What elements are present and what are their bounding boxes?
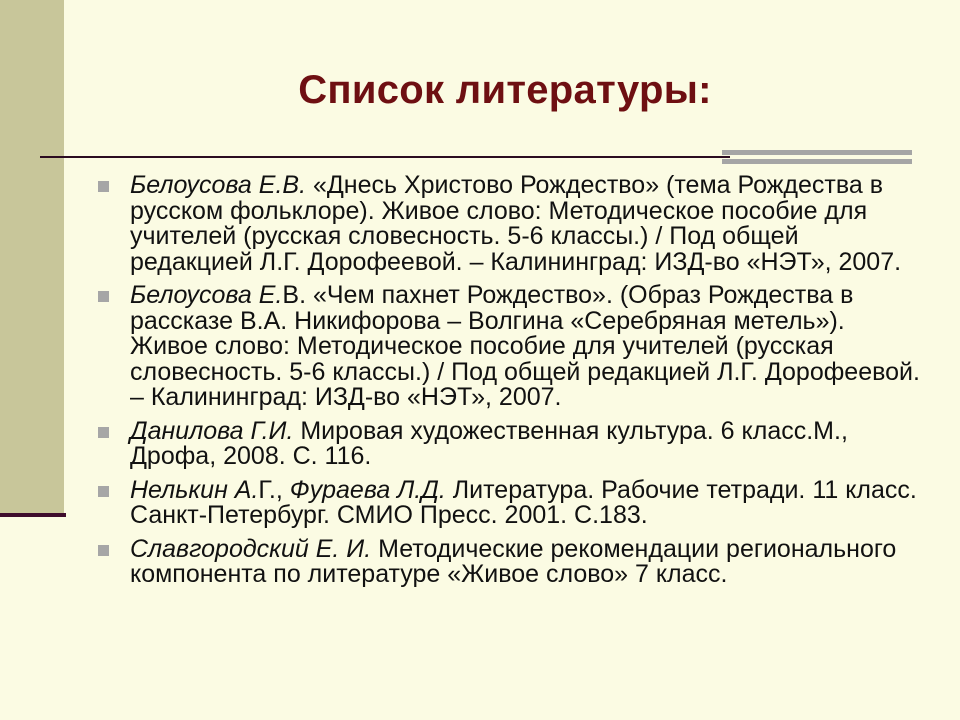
reference-text: Методические рекомендации регионального компонента по литературе «Живое слово» 7 класс. <box>130 534 897 588</box>
reference-text: Мировая художественная культура. 6 класс.М., Дрофа, 2008. С. 116. <box>130 416 848 470</box>
reference-separator: Г., <box>258 475 290 504</box>
reference-item <box>98 173 928 275</box>
reference-item <box>98 416 928 470</box>
square-bullet-icon <box>98 291 109 302</box>
reference-item <box>98 475 928 529</box>
reference-text: В. «Чем пахнет Рождество». (Образ Рождества в рассказе В.А. Никифорова – Волгина «Серебряная метель»). Живое слово: Методическое пособие для учителей (русская словесность. 5-6 классы.) / Под общей редакцией Л.Г. Дорофеевой. – Калининград: ИЗД-во «НЭТ», 2007. <box>130 281 920 411</box>
reference-text: «Днесь Христово Рождество» (тема Рождества в русском фольклоре). Живое слово: Методическое пособие для учителей (русская словесность. 5-6 классы.) / Под общей редакцией Л.Г. Дорофеевой. – Калининград: ИЗД-во «НЭТ», 2007. <box>130 171 902 276</box>
reference-text: Литература. Рабочие тетради. 11 класс. Санкт-Петербург. СМИО Пресс. 2001. С.183. <box>130 475 917 529</box>
side-decoration-line <box>0 513 66 517</box>
square-bullet-icon <box>98 486 109 497</box>
title-divider-line <box>40 156 730 158</box>
reference-author: Нелькин А. <box>130 475 259 504</box>
reference-coauthor: Фураева Л.Д. <box>289 475 446 504</box>
title-divider-accent <box>722 150 912 166</box>
slide-title: Список литературы: <box>298 68 712 112</box>
reference-author: Белоусова Е. <box>130 281 283 309</box>
reference-item <box>98 283 928 411</box>
reference-author: Данилова Г.И. <box>130 416 294 445</box>
square-bullet-icon <box>98 545 109 556</box>
square-bullet-icon <box>98 181 109 192</box>
reference-item <box>98 534 928 588</box>
square-bullet-icon <box>98 427 109 438</box>
reference-author: Славгородский Е. И. <box>130 534 372 563</box>
reference-author: Белоусова Е.В. <box>130 171 307 199</box>
reference-list <box>98 173 928 596</box>
